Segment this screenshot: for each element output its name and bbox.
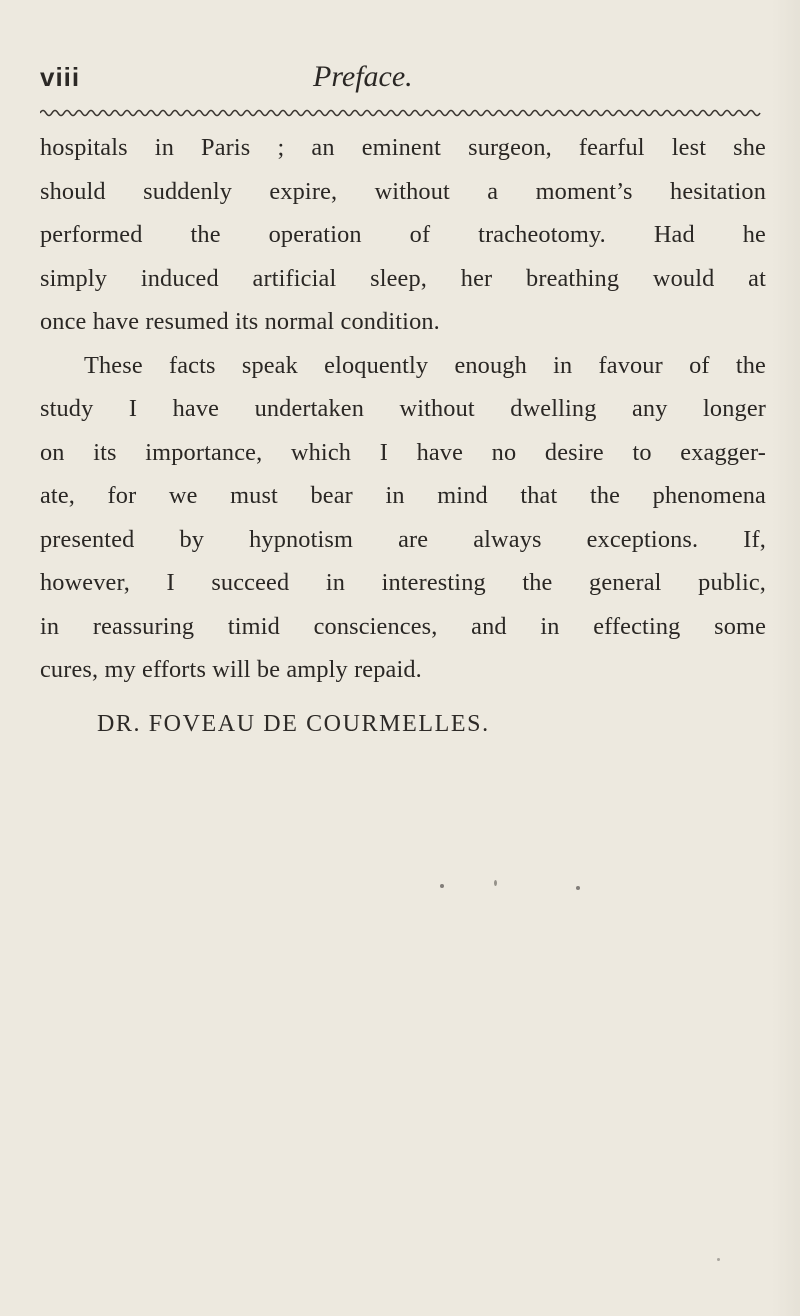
author-signature: DR. FOVEAU DE COURMELLES. <box>97 711 490 737</box>
text-line: ate, for we must bear in mind that the phenomena <box>40 482 766 509</box>
text-line: simply induced artificial sleep, her breathing would at <box>40 264 766 292</box>
text-line: performed the operation of tracheotomy. Had he <box>40 221 766 248</box>
running-title: Preface. <box>313 60 413 93</box>
text-line: should suddenly expire, without a moment’s hesitation <box>40 177 766 205</box>
text-line: however, I succeed in interesting the general public, <box>40 569 766 596</box>
text-line: These facts speak eloquently enough in favour of the <box>84 351 766 379</box>
ink-speck <box>576 886 580 890</box>
page-number: viii <box>40 62 81 92</box>
ink-speck <box>440 884 444 888</box>
page-shadow <box>772 0 800 1316</box>
body-text <box>40 126 766 692</box>
text-line: in reassuring timid consciences, and in effecting some <box>40 612 766 640</box>
text-line: study I have undertaken without dwelling any longer <box>40 395 766 422</box>
text-line: on its importance, which I have no desire to exagger- <box>40 438 766 466</box>
text-line: presented by hypnotism are always exceptions. If, <box>40 525 766 553</box>
ink-speck <box>717 1258 720 1261</box>
text-line: cures, my efforts will be amply repaid. <box>40 656 422 683</box>
text-line: once have resumed its normal condition. <box>40 308 440 335</box>
text-line: hospitals in Paris ; an eminent surgeon, fearful lest she <box>40 134 766 161</box>
ornamental-rule <box>40 104 764 122</box>
ink-speck <box>494 880 497 886</box>
page-header <box>40 62 780 102</box>
